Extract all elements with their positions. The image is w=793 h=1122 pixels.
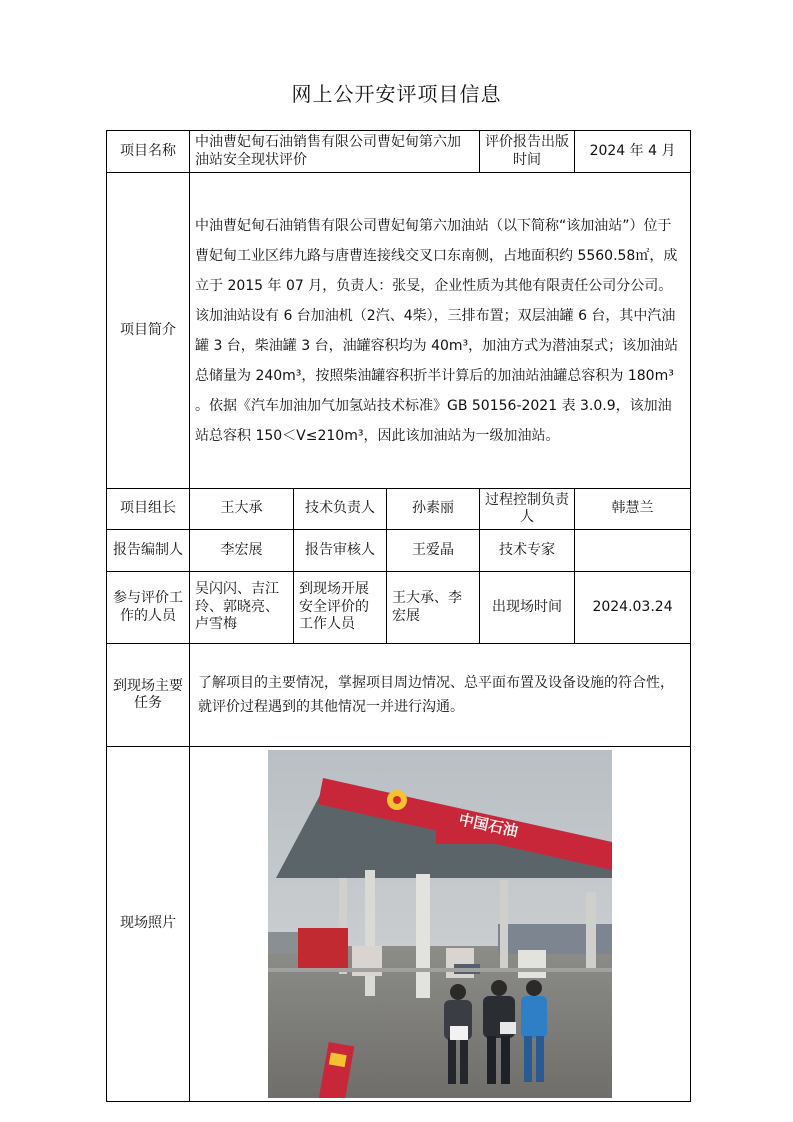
participants-value: 吴闪闪、吉江玲、郭晓亮、卢雪梅: [190, 572, 294, 644]
participants-label: 参与评价工作的人员: [107, 572, 190, 644]
row-report-staff: [107, 530, 691, 572]
report-date-label: 评价报告出版时间: [480, 131, 575, 173]
reviewer-label: 报告审核人: [294, 530, 387, 572]
row-intro: [107, 173, 691, 489]
photo-cell: [190, 747, 691, 1102]
project-name-value: 中油曹妃甸石油销售有限公司曹妃甸第六加油站安全现状评价: [190, 131, 480, 173]
page-title: 网上公开安评项目信息: [291, 82, 502, 106]
row-photo: [107, 747, 691, 1102]
expert-value: [575, 530, 691, 572]
leader-value: 王大承: [190, 489, 294, 530]
onsite-staff-value: 王大承、李宏展: [387, 572, 480, 644]
process-control-value: 韩慧兰: [575, 489, 691, 530]
onsite-time-label: 出现场时间: [480, 572, 575, 644]
site-photo: [268, 750, 612, 1098]
report-date-value: 2024 年 4 月: [575, 131, 691, 173]
canopy-sign-text: 中国石油: [457, 810, 520, 841]
intro-label: 项目简介: [107, 173, 190, 489]
project-info-table: [106, 130, 691, 1102]
process-control-label: 过程控制负责人: [480, 489, 575, 530]
onsite-staff-label: 到现场开展安全评价的工作人员: [294, 572, 387, 644]
row-project-name: [107, 131, 691, 173]
task-value: 了解项目的主要情况，掌握项目周边情况、总平面布置及设备设施的符合性，就评价过程遇到的其他情况一并进行沟通。: [190, 644, 691, 747]
tech-lead-value: 孙素丽: [387, 489, 480, 530]
row-participants: [107, 572, 691, 644]
task-label: 到现场主要任务: [107, 644, 190, 747]
onsite-time-value: 2024.03.24: [575, 572, 691, 644]
row-task: [107, 644, 691, 747]
site-photo-image: [268, 750, 612, 1098]
author-value: 李宏展: [190, 530, 294, 572]
photo-label: 现场照片: [107, 747, 190, 1102]
expert-label: 技术专家: [480, 530, 575, 572]
leader-label: 项目组长: [107, 489, 190, 530]
intro-paragraph-2: 该加油站设有 6 台加油机（2汽、4柴），三排布置；双层油罐 6 台，其中汽油罐 3 台，柴油罐 3 台，油罐容积均为 40m³，加油方式为潜油泵式；该加油站总储量为 240m³，按照柴油罐容积折半计算后的加油站油罐总容积为 180m³ 。依据《汽车加油加气加氢站技术标准》GB 50156-2021 表 3.0.9，该加油站总容积 150＜V≤210m³，因此该加油站为一级加油站。: [195, 307, 679, 444]
row-team-leads: [107, 489, 691, 530]
author-label: 报告编制人: [107, 530, 190, 572]
tech-lead-label: 技术负责人: [294, 489, 387, 530]
project-name-label: 项目名称: [107, 131, 190, 173]
reviewer-value: 王爱晶: [387, 530, 480, 572]
intro-text: [190, 173, 691, 489]
intro-paragraph-1: 中油曹妃甸石油销售有限公司曹妃甸第六加油站（以下简称“该加油站”）位于曹妃甸工业区纬九路与唐曹连接线交叉口东南侧，占地面积约 5560.58㎡，成立于 2015 年 07 月，负责人：张旻，企业性质为其他有限责任公司分公司。: [195, 217, 678, 294]
